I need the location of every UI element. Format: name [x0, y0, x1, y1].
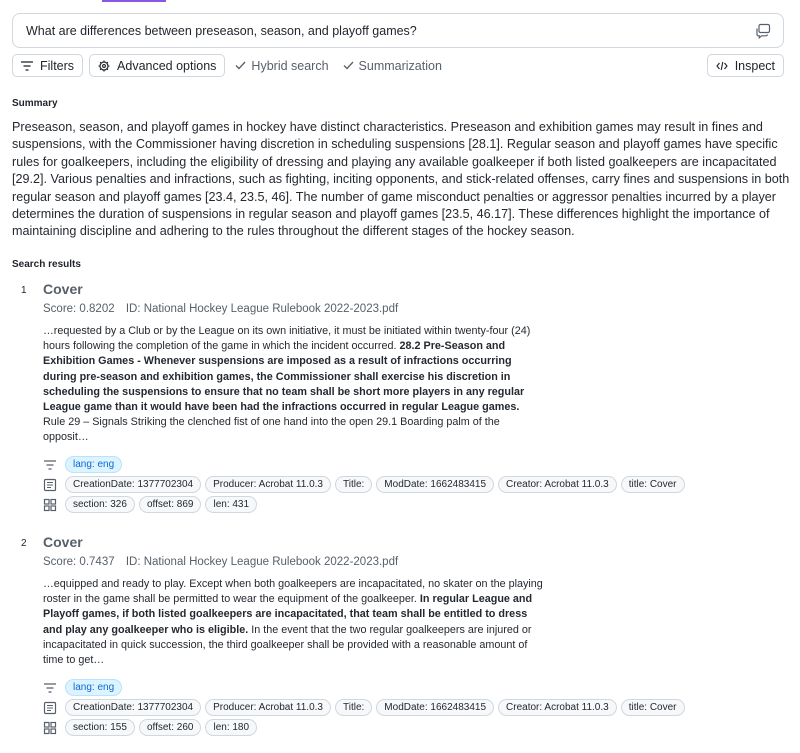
property-tag[interactable]: Creator: Acrobat 11.0.3	[498, 699, 617, 716]
property-tag[interactable]: Producer: Acrobat 11.0.3	[205, 476, 331, 493]
property-tag[interactable]: Title:	[335, 699, 372, 716]
length-tag[interactable]: len: 180	[205, 719, 257, 736]
result-score: Score: 0.7437	[43, 556, 115, 568]
snippet-highlight: In regular League and Playoff games, if both listed goalkeepers are incapacitated, that team shall be entitled to dress and play any goalkeeper who is eligible.	[43, 593, 533, 636]
result-id: ID: National Hockey League Rulebook 2022-2023.pdf	[125, 556, 399, 568]
snippet-text: In the event that the two regular goalkeepers are injured or incapacitated in quick succession, the third goalkeeper shall be provided with a reasonable amount of time to get…	[43, 623, 532, 667]
property-tag[interactable]: title: Cover	[621, 699, 685, 716]
filters-label: Filters	[40, 58, 75, 73]
search-results-heading: Search results	[12, 259, 81, 270]
inspect-label: Inspect	[734, 58, 775, 73]
advanced-options-button[interactable]	[89, 54, 225, 77]
checkmark-icon	[343, 61, 354, 70]
hybrid-search-label: Hybrid search	[251, 58, 329, 73]
summarization-label: Summarization	[358, 58, 442, 73]
summary-text: Preseason, season, and playoff games in hockey have distinct characteristics. Preseason and exhibition games may result in fines and suspensions, with the Commissioner having discretion in scheduling suspensions [28.1]. Regular season and playoff games have specific rules for goalkeepers, including the eligibility of dressing and playing any available goalkeeper if both listed goalkeepers are incapacitated [29.2]. Various penalties and infractions, such as fighting, inciting opponents, and stick-related offenses, carry fines and suspensions in both regular season and playoff games [23.4, 23.5, 46]. The number of game misconduct penalties or aggressor penalties incurred by a player determines the duration of suspensions in regular season and playoff games [23.5, 46.17]. These differences highlight the importance of maintaining discipline and adhering to the rules throughout the different stages of the hockey season.	[12, 120, 790, 239]
grid-icon	[43, 721, 57, 735]
language-tag[interactable]: lang: eng	[65, 456, 122, 473]
property-tag[interactable]: Producer: Acrobat 11.0.3	[205, 699, 331, 716]
chat-icon[interactable]	[755, 23, 771, 39]
result-number: 2	[21, 538, 27, 549]
filter-icon	[43, 681, 57, 695]
toolbar	[12, 54, 784, 77]
filter-icon	[21, 61, 33, 71]
offset-tag[interactable]: offset: 260	[139, 719, 202, 736]
properties-tag-row	[43, 699, 689, 716]
result-id: ID: National Hockey League Rulebook 2022-2023.pdf	[125, 303, 399, 315]
property-tag[interactable]: ModDate: 1662483415	[376, 476, 494, 493]
property-tag[interactable]: Creator: Acrobat 11.0.3	[498, 476, 617, 493]
section-tag[interactable]: section: 326	[65, 496, 135, 513]
offset-tag[interactable]: offset: 869	[139, 496, 202, 513]
grid-icon	[43, 498, 57, 512]
result-meta	[43, 303, 406, 315]
search-input[interactable]	[12, 13, 784, 48]
result-score: Score: 0.8202	[43, 303, 115, 315]
language-tag[interactable]: lang: eng	[65, 679, 122, 696]
document-icon	[43, 701, 57, 715]
result-meta	[43, 556, 406, 568]
result-number: 1	[21, 285, 27, 296]
summarization-toggle[interactable]	[343, 59, 442, 73]
properties-tag-row	[43, 476, 689, 493]
code-icon	[716, 61, 728, 71]
location-tag-row	[43, 719, 261, 736]
search-query[interactable]: What are differences between preseason, season, and playoff games?	[26, 23, 417, 38]
inspect-button[interactable]	[707, 54, 784, 77]
language-tag-row	[43, 679, 126, 696]
document-icon	[43, 478, 57, 492]
length-tag[interactable]: len: 431	[205, 496, 257, 513]
section-tag[interactable]: section: 155	[65, 719, 135, 736]
result-title[interactable]: Cover	[43, 281, 83, 297]
snippet-text: …requested by a Club or by the League on its own initiative, it must be initiated within twenty-four (24) hours following the completion of the game in which the incident occurred.	[43, 325, 531, 353]
property-tag[interactable]: Title:	[335, 476, 372, 493]
filters-button[interactable]	[12, 54, 83, 77]
snippet-text: Rule 29 – Signals Striking the clenched fist of one hand into the open 29.1 Boarding palm of the opposit…	[43, 416, 500, 444]
property-tag[interactable]: CreationDate: 1377702304	[65, 476, 201, 493]
filter-icon	[43, 458, 57, 472]
result-snippet	[43, 324, 543, 446]
property-tag[interactable]: CreationDate: 1377702304	[65, 699, 201, 716]
summary-heading: Summary	[12, 98, 58, 109]
advanced-options-label: Advanced options	[117, 58, 217, 73]
snippet-highlight: 28.2 Pre-Season and Exhibition Games - Whenever suspensions are imposed as a result of infractions occurring during pre-season and exhibition games, the Commissioner shall exercise his discretion in scheduling the suspensions to ensure that no team shall be short more players in any regular League game than it would have been had the infractions occurred in regular League games.	[43, 340, 525, 414]
property-tag[interactable]: title: Cover	[621, 476, 685, 493]
property-tag[interactable]: ModDate: 1662483415	[376, 699, 494, 716]
active-tab-indicator	[102, 0, 166, 2]
snippet-text: …equipped and ready to play. Except when both goalkeepers are incapacitated, no skater on the playing roster in the game shall be permitted to wear the equipment of the goalkeeper.	[43, 578, 543, 606]
location-tag-row	[43, 496, 261, 513]
result-snippet	[43, 577, 543, 668]
language-tag-row	[43, 456, 126, 473]
gear-icon	[98, 60, 110, 72]
checkmark-icon	[235, 61, 246, 70]
hybrid-search-toggle[interactable]	[235, 59, 328, 73]
result-title[interactable]: Cover	[43, 534, 83, 550]
